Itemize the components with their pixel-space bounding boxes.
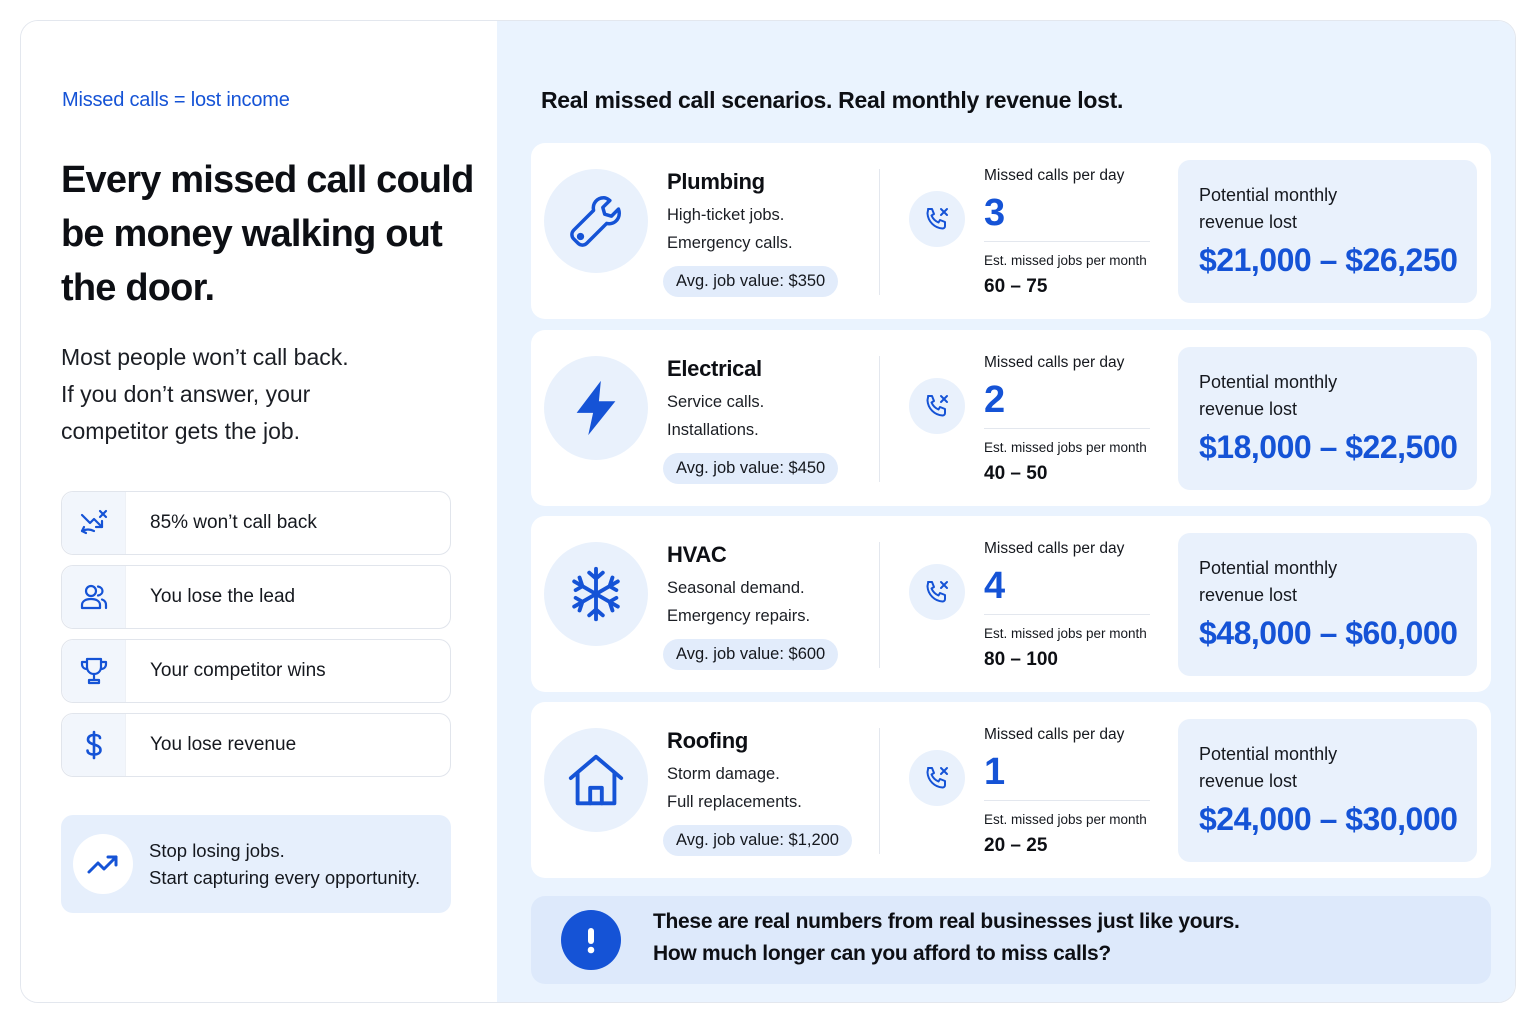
fact-item [61,491,451,555]
cta-line: Stop losing jobs. [149,840,285,861]
right-panel [497,21,1516,1002]
revenue-label-line: Potential monthly [1199,372,1338,392]
missed-calls-label: Missed calls per day [984,540,1125,557]
revenue-label-line: Potential monthly [1199,744,1338,764]
infographic-card [20,20,1516,1003]
scenario-desc: High-ticket jobs. [667,206,785,224]
missed-jobs-label: Est. missed jobs per month [984,253,1147,268]
avg-job-value-chip: Avg. job value: $1,200 [663,825,852,856]
snowflake-icon [544,542,648,646]
missed-calls-value: 1 [984,751,1006,793]
revenue-lost-box [1178,719,1477,862]
missed-jobs-value: 60 – 75 [984,276,1048,297]
missed-jobs-label: Est. missed jobs per month [984,812,1147,827]
fact-item [61,639,451,703]
scenario-card-plumbing [531,143,1491,319]
alert-line: These are real numbers from real businesses just like yours. [653,910,1240,933]
scenario-desc: Emergency repairs. [667,607,811,625]
trending-up-icon [73,834,133,894]
fact-label: 85% won’t call back [150,512,317,533]
scenario-desc: Emergency calls. [667,234,793,252]
cta-text [149,837,420,891]
fact-item [61,713,451,777]
exclamation-icon [561,910,621,970]
missed-call-phone-icon [909,378,965,434]
missed-call-phone-icon [909,191,965,247]
alert-line: How much longer can you afford to miss calls? [653,942,1111,965]
missed-calls-label: Missed calls per day [984,726,1125,743]
trophy-icon [62,640,126,702]
divider [879,169,880,295]
fact-label: Your competitor wins [150,660,326,681]
divider [879,356,880,482]
house-icon [544,728,648,832]
missed-call-phone-icon [909,564,965,620]
revenue-lost-box [1178,160,1477,303]
sub-line: If you don’t answer, your [61,381,311,407]
scenario-card-hvac [531,516,1491,692]
missed-calls-value: 2 [984,379,1006,421]
revenue-lost-label [1199,741,1399,795]
revenue-label-line: Potential monthly [1199,185,1338,205]
revenue-label-line: revenue lost [1199,212,1298,232]
avg-job-value-chip: Avg. job value: $450 [663,453,838,484]
lightning-icon [544,356,648,460]
subheadline [61,339,461,450]
missed-jobs-value: 80 – 100 [984,649,1058,670]
alert-banner [531,896,1491,984]
wrench-icon [544,169,648,273]
cta-line: Start capturing every opportunity. [149,867,421,888]
revenue-label-line: revenue lost [1199,399,1298,419]
revenue-lost-box [1178,347,1477,490]
scenario-desc: Storm damage. [667,765,780,783]
scenario-name: HVAC [667,542,727,567]
missed-calls-label: Missed calls per day [984,354,1125,371]
missed-call-phone-icon [909,750,965,806]
divider [879,542,880,668]
divider [984,614,1150,615]
fact-label: You lose the lead [150,586,296,607]
revenue-label-line: revenue lost [1199,771,1298,791]
scenario-name: Electrical [667,356,762,381]
left-panel [21,21,497,1002]
missed-jobs-value: 20 – 25 [984,835,1048,856]
headline: Every missed call could be money walking out the door. [61,159,474,309]
avg-job-value-chip: Avg. job value: $600 [663,639,838,670]
revenue-label-line: revenue lost [1199,585,1298,605]
missed-calls-value: 3 [984,192,1006,234]
divider [879,728,880,854]
avg-job-value-chip: Avg. job value: $350 [663,266,838,297]
revenue-lost-label [1199,555,1399,609]
scenario-name: Roofing [667,728,748,753]
divider [984,241,1150,242]
scenario-desc: Seasonal demand. [667,579,805,597]
users-icon [62,566,126,628]
revenue-lost-box [1178,533,1477,676]
missed-jobs-label: Est. missed jobs per month [984,440,1147,455]
scenario-name: Plumbing [667,169,765,194]
dollar-icon [62,714,126,776]
cta-box [61,815,451,913]
divider [984,428,1150,429]
revenue-lost-value: $48,000 – $60,000 [1199,615,1458,651]
divider [984,800,1150,801]
scenarios-title: Real missed call scenarios. Real monthly revenue lost. [541,87,1124,113]
missed-jobs-label: Est. missed jobs per month [984,626,1147,641]
missed-calls-value: 4 [984,565,1006,607]
revenue-lost-label [1199,182,1399,236]
scenario-desc: Full replacements. [667,793,802,811]
missed-calls-label: Missed calls per day [984,167,1125,184]
revenue-lost-value: $18,000 – $22,500 [1199,429,1458,465]
missed-call-arrows-icon [62,492,126,554]
eyebrow-label: Missed calls = lost income [62,89,290,111]
sub-line: Most people won’t call back. [61,344,349,370]
revenue-lost-value: $24,000 – $30,000 [1199,801,1458,837]
scenario-card-roofing [531,702,1491,878]
fact-list [61,491,451,787]
missed-jobs-value: 40 – 50 [984,463,1048,484]
fact-item [61,565,451,629]
scenario-desc: Service calls. [667,393,765,411]
scenario-card-electrical [531,330,1491,506]
sub-line: competitor gets the job. [61,418,301,444]
revenue-lost-value: $21,000 – $26,250 [1199,242,1458,278]
fact-label: You lose revenue [150,734,297,755]
revenue-label-line: Potential monthly [1199,558,1338,578]
scenario-desc: Installations. [667,421,759,439]
revenue-lost-label [1199,369,1399,423]
